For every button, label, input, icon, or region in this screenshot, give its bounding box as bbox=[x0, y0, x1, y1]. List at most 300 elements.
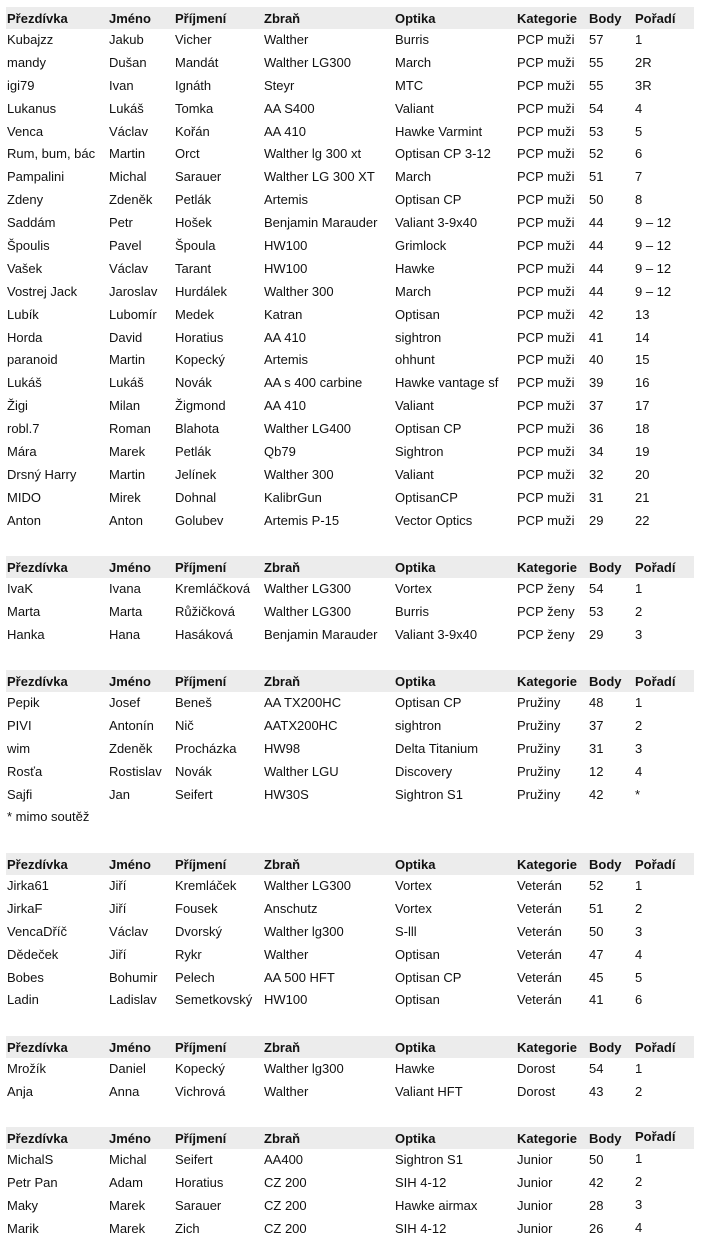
cell-last-name: Beneš bbox=[175, 695, 212, 710]
cell-points: 50 bbox=[589, 923, 604, 939]
cell-points: 44 bbox=[589, 260, 604, 276]
cell-category: PCP muži bbox=[517, 146, 575, 162]
cell-rank: 16 bbox=[635, 375, 650, 391]
cell-nickname: Rosťa bbox=[7, 763, 43, 779]
cell-scope: Vortex bbox=[395, 878, 432, 893]
cell-weapon: Artemis bbox=[264, 352, 309, 368]
column-header-weapon: Zbraň bbox=[264, 857, 301, 872]
column-header-nickname: Přezdívka bbox=[7, 674, 68, 689]
cell-rank: 8 bbox=[635, 192, 643, 208]
cell-scope: ohhunt bbox=[395, 352, 435, 368]
table-row bbox=[6, 418, 694, 441]
column-header-category: Kategorie bbox=[517, 560, 577, 575]
cell-category: PCP muži bbox=[517, 512, 575, 528]
cell-category: Dorost bbox=[517, 1061, 556, 1076]
cell-rank: 1 bbox=[635, 1061, 643, 1076]
cell-nickname: Špoulis bbox=[7, 238, 50, 254]
cell-category: PCP muži bbox=[517, 32, 575, 47]
table-row bbox=[6, 52, 694, 75]
cell-scope: sightron bbox=[395, 329, 442, 345]
cell-category: PCP muži bbox=[517, 123, 575, 139]
cell-rank: 22 bbox=[635, 512, 650, 528]
table-header-row bbox=[6, 1127, 694, 1149]
cell-rank: 1 bbox=[635, 878, 643, 893]
cell-scope: Optisan CP bbox=[395, 192, 462, 208]
cell-category: PCP muži bbox=[517, 260, 575, 276]
cell-category: Pružiny bbox=[517, 740, 561, 756]
cell-rank: 2 bbox=[635, 1173, 643, 1189]
cell-weapon: Walther 300 bbox=[264, 283, 334, 299]
cell-points: 28 bbox=[589, 1197, 604, 1213]
cell-scope: Valiant bbox=[395, 398, 434, 414]
cell-last-name: Seifert bbox=[175, 1152, 213, 1167]
cell-nickname: Lukanus bbox=[7, 100, 57, 116]
cell-nickname: Saddám bbox=[7, 215, 56, 231]
cell-points: 29 bbox=[589, 512, 604, 528]
cell-category: PCP muži bbox=[517, 352, 575, 368]
cell-last-name: Špoula bbox=[175, 238, 216, 254]
cell-points: 47 bbox=[589, 946, 604, 962]
column-header-nickname: Přezdívka bbox=[7, 1131, 68, 1146]
cell-first-name: Lubomír bbox=[109, 306, 157, 322]
cell-last-name: Novák bbox=[175, 375, 212, 391]
cell-scope: March bbox=[395, 283, 432, 299]
cell-points: 52 bbox=[589, 146, 604, 162]
cell-first-name: Lukáš bbox=[109, 375, 144, 391]
cell-rank: 6 bbox=[635, 992, 643, 1008]
cell-last-name: Tomka bbox=[175, 100, 214, 116]
cell-weapon: AA400 bbox=[264, 1152, 304, 1167]
cell-nickname: JirkaF bbox=[7, 900, 43, 916]
cell-last-name: Hošek bbox=[175, 215, 212, 231]
cell-first-name: Jiří bbox=[109, 878, 127, 893]
cell-points: 26 bbox=[589, 1220, 604, 1236]
cell-category: Veterán bbox=[517, 923, 562, 939]
cell-category: Pružiny bbox=[517, 763, 561, 779]
table-row bbox=[6, 235, 694, 258]
cell-points: 48 bbox=[589, 695, 604, 710]
cell-points: 55 bbox=[589, 77, 604, 93]
cell-nickname: VencaDříč bbox=[7, 923, 67, 939]
cell-weapon: Walther bbox=[264, 32, 309, 47]
cell-weapon: Artemis P-15 bbox=[264, 512, 340, 528]
cell-nickname: Anton bbox=[7, 512, 41, 528]
table-row bbox=[6, 715, 694, 738]
column-header-category: Kategorie bbox=[517, 674, 577, 689]
cell-last-name: Tarant bbox=[175, 260, 212, 276]
cell-nickname: wim bbox=[7, 740, 31, 756]
cell-nickname: Dědeček bbox=[7, 946, 59, 962]
cell-points: 44 bbox=[589, 283, 604, 299]
cell-category: PCP ženy bbox=[517, 603, 575, 619]
cell-points: 34 bbox=[589, 444, 604, 460]
cell-last-name: Kopecký bbox=[175, 352, 225, 368]
cell-scope: MTC bbox=[395, 77, 424, 93]
table-row bbox=[6, 601, 694, 624]
column-header-category: Kategorie bbox=[517, 857, 577, 872]
table-row bbox=[6, 875, 694, 898]
cell-scope: Optisan bbox=[395, 946, 440, 962]
cell-weapon: Anschutz bbox=[264, 900, 318, 916]
cell-nickname: Vašek bbox=[7, 260, 43, 276]
cell-last-name: Ignáth bbox=[175, 77, 212, 93]
cell-rank: 4 bbox=[635, 946, 643, 962]
column-header-last-name: Příjmení bbox=[175, 857, 227, 872]
cell-weapon: AATX200HC bbox=[264, 717, 338, 733]
cell-scope: Valiant HFT bbox=[395, 1083, 463, 1099]
cell-rank: 1 bbox=[635, 1151, 643, 1166]
column-header-scope: Optika bbox=[395, 1131, 436, 1146]
cell-first-name: Dušan bbox=[109, 54, 147, 70]
cell-first-name: Marek bbox=[109, 444, 146, 460]
cell-weapon: CZ 200 bbox=[264, 1197, 307, 1213]
cell-rank: * bbox=[635, 786, 641, 802]
table-row bbox=[6, 372, 694, 395]
cell-last-name: Petlák bbox=[175, 192, 212, 208]
cell-weapon: HW100 bbox=[264, 992, 308, 1008]
cell-nickname: PIVI bbox=[7, 717, 32, 733]
cell-rank: 9 – 12 bbox=[635, 260, 672, 276]
cell-category: PCP ženy bbox=[517, 626, 575, 642]
table-row bbox=[6, 624, 694, 647]
cell-scope: Optisan CP bbox=[395, 421, 462, 437]
cell-weapon: Walther LG300 bbox=[264, 878, 351, 893]
cell-last-name: Nič bbox=[175, 717, 194, 733]
cell-points: 54 bbox=[589, 100, 604, 116]
cell-points: 50 bbox=[589, 192, 604, 208]
cell-rank: 9 – 12 bbox=[635, 238, 672, 254]
cell-first-name: David bbox=[109, 329, 143, 345]
cell-points: 53 bbox=[589, 123, 604, 139]
cell-last-name: Vicher bbox=[175, 32, 212, 47]
cell-nickname: paranoid bbox=[7, 352, 58, 368]
cell-nickname: Sajfi bbox=[7, 786, 33, 802]
table-header-row bbox=[6, 853, 694, 875]
cell-weapon: Qb79 bbox=[264, 444, 296, 460]
cell-points: 39 bbox=[589, 375, 604, 391]
column-header-points: Body bbox=[589, 1040, 622, 1055]
cell-rank: 13 bbox=[635, 306, 650, 322]
cell-weapon: Walther LG300 bbox=[264, 581, 351, 596]
cell-last-name: Kopecký bbox=[175, 1061, 225, 1076]
cell-weapon: Katran bbox=[264, 306, 303, 322]
cell-last-name: Fousek bbox=[175, 900, 218, 916]
cell-rank: 19 bbox=[635, 444, 650, 460]
cell-rank: 4 bbox=[635, 763, 643, 779]
cell-points: 29 bbox=[589, 626, 604, 642]
cell-first-name: Rostislav bbox=[109, 763, 162, 779]
cell-points: 32 bbox=[589, 466, 604, 482]
cell-weapon: Walther LG 300 XT bbox=[264, 169, 375, 185]
cell-points: 52 bbox=[589, 878, 604, 893]
cell-category: Veterán bbox=[517, 946, 562, 962]
cell-nickname: Zdeny bbox=[7, 192, 44, 208]
table-row bbox=[6, 75, 694, 98]
cell-nickname: Pampalini bbox=[7, 169, 65, 185]
cell-category: PCP muži bbox=[517, 238, 575, 254]
results-table bbox=[6, 556, 694, 647]
cell-last-name: Golubev bbox=[175, 512, 224, 528]
cell-scope: Valiant 3-9x40 bbox=[395, 626, 478, 642]
table-row bbox=[6, 441, 694, 464]
cell-weapon: Walther LG300 bbox=[264, 603, 351, 619]
column-header-scope: Optika bbox=[395, 1040, 436, 1055]
cell-nickname: Bobes bbox=[7, 969, 44, 985]
results-table bbox=[6, 1127, 694, 1241]
cell-first-name: Jakub bbox=[109, 32, 144, 47]
cell-points: 37 bbox=[589, 717, 604, 733]
cell-nickname: Lubík bbox=[7, 306, 39, 322]
cell-points: 45 bbox=[589, 969, 604, 985]
cell-category: PCP muži bbox=[517, 215, 575, 231]
column-header-category: Kategorie bbox=[517, 1131, 577, 1146]
cell-last-name: Hurdálek bbox=[175, 283, 228, 299]
cell-scope: sightron bbox=[395, 717, 442, 733]
cell-first-name: Zdeněk bbox=[109, 192, 153, 208]
cell-first-name: Jaroslav bbox=[109, 283, 158, 299]
cell-rank: 2 bbox=[635, 603, 643, 619]
cell-category: PCP muži bbox=[517, 100, 575, 116]
cell-last-name: Kořán bbox=[175, 123, 210, 139]
cell-nickname: MichalS bbox=[7, 1152, 54, 1167]
cell-points: 42 bbox=[589, 786, 604, 802]
cell-rank: 2 bbox=[635, 1083, 643, 1099]
column-header-weapon: Zbraň bbox=[264, 560, 301, 575]
column-header-category: Kategorie bbox=[517, 1040, 577, 1055]
column-header-weapon: Zbraň bbox=[264, 1131, 301, 1146]
cell-first-name: Adam bbox=[109, 1174, 143, 1190]
table-row bbox=[6, 487, 694, 510]
cell-category: Junior bbox=[517, 1197, 553, 1213]
cell-scope: Discovery bbox=[395, 763, 453, 779]
cell-first-name: Ivan bbox=[109, 77, 134, 93]
cell-first-name: Lukáš bbox=[109, 100, 144, 116]
results-table bbox=[6, 853, 694, 1012]
cell-weapon: HW98 bbox=[264, 740, 301, 756]
cell-category: Junior bbox=[517, 1174, 553, 1190]
column-header-rank: Pořadí bbox=[635, 674, 676, 689]
cell-points: 42 bbox=[589, 306, 604, 322]
column-header-scope: Optika bbox=[395, 857, 436, 872]
cell-weapon: AA 500 HFT bbox=[264, 969, 335, 985]
cell-nickname: Žigi bbox=[7, 398, 28, 414]
cell-scope: Sightron S1 bbox=[395, 786, 463, 802]
cell-last-name: Seifert bbox=[175, 786, 213, 802]
cell-scope: Sightron S1 bbox=[395, 1152, 463, 1167]
cell-rank: 1 bbox=[635, 581, 643, 596]
cell-category: PCP muži bbox=[517, 283, 575, 299]
cell-rank: 1 bbox=[635, 32, 643, 47]
table-row bbox=[6, 921, 694, 944]
cell-scope: Valiant bbox=[395, 466, 434, 482]
cell-points: 42 bbox=[589, 1174, 604, 1190]
cell-first-name: Václav bbox=[109, 260, 149, 276]
cell-points: 44 bbox=[589, 238, 604, 254]
column-header-weapon: Zbraň bbox=[264, 1040, 301, 1055]
cell-scope: Optisan CP bbox=[395, 695, 462, 710]
cell-scope: Vector Optics bbox=[395, 512, 473, 528]
cell-scope: Burris bbox=[395, 32, 429, 47]
cell-nickname: Kubajzz bbox=[7, 32, 54, 47]
cell-scope: Optisan CP bbox=[395, 969, 462, 985]
cell-nickname: Ladin bbox=[7, 992, 39, 1008]
cell-weapon: Walther LG300 bbox=[264, 54, 351, 70]
column-header-scope: Optika bbox=[395, 560, 436, 575]
cell-first-name: Marek bbox=[109, 1197, 146, 1213]
cell-points: 31 bbox=[589, 489, 604, 505]
column-header-points: Body bbox=[589, 11, 622, 26]
cell-category: PCP ženy bbox=[517, 581, 575, 596]
cell-weapon: HW30S bbox=[264, 786, 309, 802]
table-row bbox=[6, 189, 694, 212]
cell-category: PCP muži bbox=[517, 192, 575, 208]
cell-first-name: Ivana bbox=[109, 581, 141, 596]
cell-last-name: Rykr bbox=[175, 946, 202, 962]
cell-nickname: Horda bbox=[7, 329, 43, 345]
column-header-nickname: Přezdívka bbox=[7, 11, 68, 26]
column-header-first-name: Jméno bbox=[109, 857, 151, 872]
cell-points: 51 bbox=[589, 169, 604, 185]
table-row bbox=[6, 738, 694, 761]
cell-weapon: AA TX200HC bbox=[264, 695, 342, 710]
cell-nickname: Vostrej Jack bbox=[7, 283, 78, 299]
column-header-scope: Optika bbox=[395, 674, 436, 689]
cell-last-name: Vichrová bbox=[175, 1083, 226, 1099]
cell-rank: 5 bbox=[635, 969, 643, 985]
cell-nickname: Rum, bum, bác bbox=[7, 146, 96, 162]
cell-category: PCP muži bbox=[517, 421, 575, 437]
cell-nickname: Venca bbox=[7, 123, 44, 139]
cell-first-name: Marek bbox=[109, 1220, 146, 1236]
table-row bbox=[6, 212, 694, 235]
cell-rank: 1 bbox=[635, 695, 643, 710]
column-header-first-name: Jméno bbox=[109, 11, 151, 26]
cell-scope: S-lll bbox=[395, 923, 417, 939]
table-row bbox=[6, 784, 694, 807]
cell-nickname: mandy bbox=[7, 54, 47, 70]
cell-rank: 5 bbox=[635, 123, 643, 139]
cell-first-name: Zdeněk bbox=[109, 740, 153, 756]
cell-scope: Hawke bbox=[395, 260, 435, 276]
column-header-last-name: Příjmení bbox=[175, 674, 227, 689]
column-header-rank: Pořadí bbox=[635, 857, 676, 872]
cell-rank: 3 bbox=[635, 626, 643, 642]
cell-weapon: Walther LG400 bbox=[264, 421, 351, 437]
footnote: * mimo soutěž bbox=[7, 809, 90, 825]
column-header-weapon: Zbraň bbox=[264, 674, 301, 689]
cell-scope: OptisanCP bbox=[395, 489, 458, 505]
cell-points: 44 bbox=[589, 215, 604, 231]
cell-first-name: Antonín bbox=[109, 717, 154, 733]
cell-scope: Optisan bbox=[395, 992, 440, 1008]
cell-last-name: Hasáková bbox=[175, 626, 233, 642]
cell-weapon: HW100 bbox=[264, 238, 308, 254]
cell-nickname: Mrožík bbox=[7, 1061, 46, 1076]
cell-nickname: Marik bbox=[7, 1220, 39, 1236]
column-header-rank: Pořadí bbox=[635, 1040, 676, 1055]
cell-category: PCP muži bbox=[517, 375, 575, 391]
cell-points: 43 bbox=[589, 1083, 604, 1099]
cell-points: 57 bbox=[589, 32, 604, 47]
cell-nickname: robl.7 bbox=[7, 421, 40, 437]
cell-nickname: Pepik bbox=[7, 695, 40, 710]
cell-category: PCP muži bbox=[517, 54, 575, 70]
cell-points: 51 bbox=[589, 900, 604, 916]
cell-category: Veterán bbox=[517, 900, 562, 916]
cell-weapon: AA 410 bbox=[264, 123, 306, 139]
cell-nickname: Hanka bbox=[7, 626, 45, 642]
cell-rank: 3 bbox=[635, 740, 643, 756]
table-row bbox=[6, 1172, 694, 1195]
table-header-row bbox=[6, 7, 694, 29]
cell-last-name: Dohnal bbox=[175, 489, 217, 505]
cell-points: 54 bbox=[589, 1061, 604, 1076]
cell-category: PCP muži bbox=[517, 489, 575, 505]
table-row bbox=[6, 898, 694, 921]
cell-points: 31 bbox=[589, 740, 604, 756]
cell-first-name: Anton bbox=[109, 512, 143, 528]
cell-last-name: Jelínek bbox=[175, 466, 217, 482]
cell-nickname: MIDO bbox=[7, 489, 41, 505]
cell-last-name: Sarauer bbox=[175, 1197, 222, 1213]
cell-first-name: Michal bbox=[109, 1152, 147, 1167]
cell-scope: Delta Titanium bbox=[395, 740, 479, 756]
cell-points: 41 bbox=[589, 992, 604, 1008]
cell-scope: SIH 4-12 bbox=[395, 1174, 447, 1190]
cell-first-name: Bohumir bbox=[109, 969, 158, 985]
cell-scope: Vortex bbox=[395, 581, 432, 596]
cell-scope: Hawke bbox=[395, 1061, 435, 1076]
cell-weapon: AA s 400 carbine bbox=[264, 375, 363, 391]
cell-rank: 2 bbox=[635, 717, 643, 733]
cell-scope: Hawke vantage sf bbox=[395, 375, 499, 391]
cell-category: Junior bbox=[517, 1220, 553, 1236]
cell-weapon: Walther 300 bbox=[264, 466, 334, 482]
cell-nickname: Maky bbox=[7, 1197, 39, 1213]
cell-scope: Hawke airmax bbox=[395, 1197, 478, 1213]
cell-rank: 20 bbox=[635, 466, 650, 482]
cell-weapon: AA 410 bbox=[264, 398, 306, 414]
cell-last-name: Pelech bbox=[175, 969, 215, 985]
table-row bbox=[6, 1218, 694, 1241]
cell-first-name: Daniel bbox=[109, 1061, 146, 1076]
cell-category: PCP muži bbox=[517, 306, 575, 322]
cell-category: Veterán bbox=[517, 992, 562, 1008]
cell-scope: Grimlock bbox=[395, 238, 447, 254]
cell-first-name: Jiří bbox=[109, 946, 127, 962]
cell-first-name: Josef bbox=[109, 695, 141, 710]
cell-rank: 14 bbox=[635, 329, 650, 345]
cell-category: PCP muži bbox=[517, 398, 575, 414]
table-row bbox=[6, 304, 694, 327]
cell-weapon: Walther bbox=[264, 1083, 309, 1099]
cell-nickname: IvaK bbox=[7, 581, 34, 596]
table-row bbox=[6, 281, 694, 304]
cell-weapon: Walther bbox=[264, 946, 309, 962]
column-header-category: Kategorie bbox=[517, 11, 577, 26]
cell-category: PCP muži bbox=[517, 466, 575, 482]
cell-weapon: Walther lg 300 xt bbox=[264, 146, 362, 162]
cell-points: 50 bbox=[589, 1152, 604, 1167]
table-row bbox=[6, 121, 694, 144]
cell-scope: March bbox=[395, 169, 432, 185]
cell-scope: March bbox=[395, 54, 432, 70]
cell-category: PCP muži bbox=[517, 77, 575, 93]
cell-rank: 6 bbox=[635, 146, 643, 162]
cell-points: 40 bbox=[589, 352, 604, 368]
column-header-points: Body bbox=[589, 674, 622, 689]
table-row bbox=[6, 944, 694, 967]
